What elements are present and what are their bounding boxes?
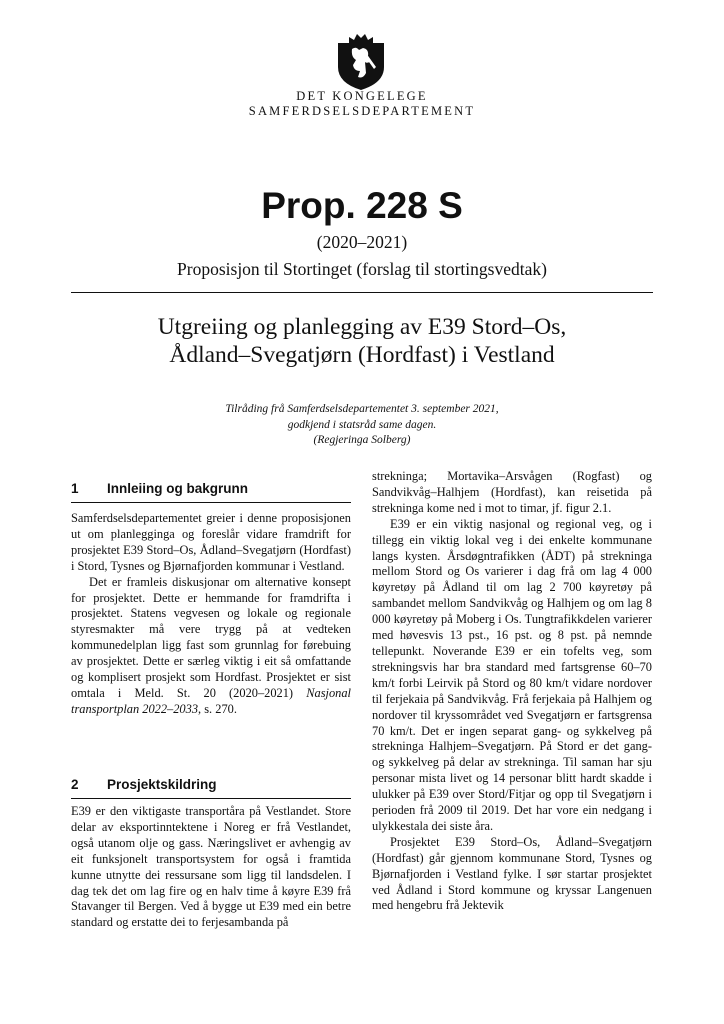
proposition-number: Prop. 228 S xyxy=(261,185,463,226)
section-1-paragraph-2-end: , s. 270. xyxy=(198,701,237,716)
proposition-kind: Proposisjon til Stortinget (forslag til stortingsvedtak) xyxy=(177,259,547,279)
section-2-paragraph-1-continued: strekninga; Mortavika–Arsvågen (Rogfast) og Sandvikvåg–Halhjem (Hordfast), kan reisetida på strekninga kome ned i mot to timar, jf. figur 2.1. xyxy=(372,469,652,515)
section-1-paragraph-2-text: Det er framleis diskusjonar om alternative konsept for prosjektet. Dette er hemmande for framdrifta i prosjektet. Statens vegvesen og lokale og regionale styresmakter må vere trygg på at vedteken kommunedelplan ligg fast som grunnlag for førebuing av prosjektet. Dette er særleg viktig i eit så omfattande og komplisert prosjekt som Hordfast. Prosjektet er sist omtala i Meld. St. 20 (2020–2021) xyxy=(71,574,351,700)
section-1-body xyxy=(71,511,351,718)
section-1-paragraph-1: Samferdselsdepartementet greier i denne proposisjonen ut om planlegginga og foreslår vidare framdrift for prosjektet E39 Stord–Os, Ådland–Svegatjørn (Hordfast) i Stord, Tysnes og Bjørnafjorden kommunar i Vestland. xyxy=(71,511,351,573)
document-title-line1: Utgreiing og planlegging av E39 Stord–Os, xyxy=(157,314,567,340)
section-2-title: Prosjektskildring xyxy=(107,777,217,792)
section-2-paragraph-1: E39 er den viktigaste transportåra på Vestlandet. Store delar av eksportinntektene i Noreg er frå Vestlandet, også utanom olje og gass. Næringslivet er avhengig av eit funksjonelt transportsystem for også i framtida kunne utnytte dei ressursane som ligg til landsdelen. I dag tek det om lag fire og en halv time å køyre E39 frå Stavanger til Bergen. Ved å bygge ut E39 med ein betre standard og erstatte dei to ferjesambanda på xyxy=(71,804,351,930)
title-divider xyxy=(71,292,653,293)
section-2-heading xyxy=(71,777,351,799)
department-name-line1: DET KONGELEGE xyxy=(296,89,428,103)
section-1-number: 1 xyxy=(71,481,79,496)
section-2-number: 2 xyxy=(71,777,79,792)
document-title-line2: Ådland–Svegatjørn (Hordfast) i Vestland xyxy=(169,342,555,368)
right-column xyxy=(372,469,652,914)
report-title: Nasjonal transportplan 2022–2033 xyxy=(71,685,351,716)
section-2-paragraph-1-part-a xyxy=(71,804,351,931)
document-title xyxy=(71,313,653,369)
section-1-title: Innleiing og bakgrunn xyxy=(107,481,248,496)
section-2-paragraph-2: E39 er ein viktig nasjonal og regional veg, og i tillegg ein viktig lokal veg i dei enkelte kommunane langs kysten. Årsdøgntrafikken (ÅDT) på strekninga mellom Stord og Os varierer i dag frå om lag 4 000 køyretøy på Ådland til om lag 2 700 køyretøy på sambandet mellom Sandvikvåg og Halhjem og om lag 8 000 køyretøy på Moberg i Os. Tungtrafikkdelen varierer med høvesvis 13 pst., 16 pst. og 8 pst. på nemnde tellepunkt. Noverande E39 er ein tofelts veg, som strekningsvis har bra standard med fartsgrense 60–70 km/t forbi Leirvik på Stord og 80 km/t vidare nordover til ferjekaia på Sandvikvåg. Frå ferjekaia på Halhjem og nordover til kryssområdet ved Svegatjørn er fartsgrensa 70 km/t. Det er ingen separat gang- og sykkelveg på strekninga Halhjem–Svegatjørn. På Stord er det gang- og sykkelveg på delar av strekninga. Til saman har sju personar mista livet og 14 personar blitt hardt skadde i ulukker på E39 over Stord/Fitjar og opp til Svegatjørn i perioden frå 2009 til 2019. Det har vore ein nedgang i ulykkestala dei siste åra. xyxy=(372,516,652,833)
approval-note xyxy=(71,402,653,449)
section-1-heading xyxy=(71,481,351,503)
section-2-paragraph-3: Prosjektet E39 Stord–Os, Ådland–Svegatjørn (Hordfast) går gjennom kommunane Stord, Tysnes og Bjørnafjorden i Vestland fylke. I sør startar prosjektet ved Ådland i Stord kommune og kryssar Langenuen med hengebru frå Jektevik xyxy=(372,834,652,913)
department-name-line2: SAMFERDSELSDEPARTEMENT xyxy=(248,104,476,118)
approval-line3: (Regjeringa Solberg) xyxy=(313,434,411,446)
approval-line1: Tilråding frå Samferdselsdepartementet 3. september 2021, xyxy=(225,403,499,415)
approval-line2: godkjend i statsråd same dagen. xyxy=(287,418,437,431)
section-1-paragraph-2 xyxy=(71,575,351,718)
royal-coat-of-arms-icon xyxy=(336,33,386,91)
parliamentary-session: (2020–2021) xyxy=(316,232,408,252)
